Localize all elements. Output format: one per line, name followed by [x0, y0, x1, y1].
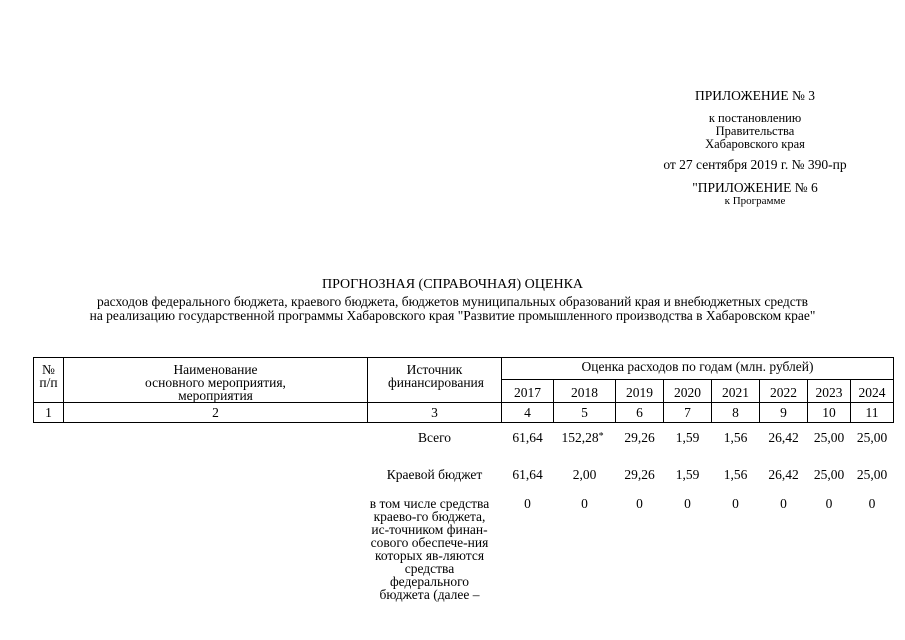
- column-number: 9: [760, 403, 808, 423]
- row-value: 26,42: [768, 430, 799, 445]
- row-value: 0: [780, 496, 787, 511]
- appendix-line-2: Правительства: [715, 124, 795, 138]
- header-year: 2019: [616, 380, 664, 403]
- row-value: 1,56: [723, 467, 748, 482]
- column-number: 1: [34, 403, 64, 423]
- row-value: 25,00: [813, 467, 845, 482]
- header-name: Наименование основного мероприятия, мероприятия: [64, 358, 368, 403]
- row-value: 0: [581, 496, 588, 511]
- header-year: 2017: [502, 380, 554, 403]
- header-num: № п/п: [34, 358, 64, 403]
- row-value: 0: [684, 496, 691, 511]
- row-value-cell: [554, 423, 616, 454]
- expense-estimate-table: [33, 357, 894, 601]
- column-numbers-row: [34, 403, 894, 423]
- table-row-including: [34, 485, 894, 601]
- row-value: 25,00: [856, 430, 888, 445]
- column-number: 6: [616, 403, 664, 423]
- appendix-6-title: "ПРИЛОЖЕНИЕ № 6: [692, 180, 818, 195]
- table-row-total: [34, 423, 894, 454]
- row-value: 25,00: [813, 430, 845, 445]
- column-number: 8: [712, 403, 760, 423]
- column-number: 3: [368, 403, 502, 423]
- document-subtitle-line-2: на реализацию государственной программы Хабаровского края "Развитие промышленного производства в Хабаровском крае": [89, 308, 816, 323]
- row-value: 1,59: [675, 430, 700, 445]
- appendix-date: от 27 сентября 2019 г. № 390-пр: [663, 157, 847, 172]
- column-number: 11: [851, 403, 894, 423]
- column-number: 7: [664, 403, 712, 423]
- appendix-title: ПРИЛОЖЕНИЕ № 3: [694, 88, 816, 103]
- header-year: 2023: [808, 380, 851, 403]
- document-subtitle-line-1: расходов федерального бюджета, краевого бюджета, бюджетов муниципальных образований края и внебюджетных средств: [96, 294, 809, 309]
- row-value: 1,56: [723, 430, 748, 445]
- row-value: 0: [868, 496, 876, 511]
- column-number: 4: [502, 403, 554, 423]
- appendix-to-program: к Программе: [724, 195, 786, 207]
- row-value: 25,00: [856, 467, 888, 482]
- row-value: 1,59: [675, 467, 700, 482]
- row-value: 61,64: [512, 467, 543, 482]
- document-title: ПРОГНОЗНАЯ (СПРАВОЧНАЯ) ОЦЕНКА: [321, 277, 584, 292]
- header-year: 2024: [851, 380, 894, 403]
- row-value: 0: [636, 496, 643, 511]
- row-value: 29,26: [624, 430, 655, 445]
- row-source: в том числе средства краево-го бюджета, ис-точником финан-сового обеспече-ния которых яв-ляются средства федерального бюджета (далее –: [369, 496, 490, 602]
- row-value: 2,00: [572, 467, 597, 482]
- appendix-block: [640, 88, 870, 208]
- document-subtitle: [0, 295, 905, 323]
- appendix-line-1: к постановлению: [708, 111, 802, 125]
- header-year: 2018: [554, 380, 616, 403]
- column-number: 5: [554, 403, 616, 423]
- header-year: 2020: [664, 380, 712, 403]
- row-value: 152,28: [561, 430, 599, 445]
- header-year: 2022: [760, 380, 808, 403]
- header-year: 2021: [712, 380, 760, 403]
- row-source: Краевой бюджет: [386, 467, 483, 482]
- table-row-regional-budget: [34, 453, 894, 485]
- header-row: [34, 358, 894, 380]
- row-value: 0: [732, 496, 739, 511]
- footnote-mark: *: [598, 431, 604, 442]
- row-value: 29,26: [624, 467, 655, 482]
- header-source: Источник финансирования: [368, 358, 502, 403]
- row-value: 0: [524, 496, 531, 511]
- column-number: 2: [64, 403, 368, 423]
- appendix-line-3: Хабаровского края: [705, 137, 805, 151]
- header-period: Оценка расходов по годам (млн. рублей): [502, 358, 894, 380]
- row-value: 26,42: [768, 467, 799, 482]
- row-source: Всего: [417, 430, 452, 445]
- column-number: 10: [808, 403, 851, 423]
- row-value: 0: [825, 496, 833, 511]
- row-value: 61,64: [512, 430, 543, 445]
